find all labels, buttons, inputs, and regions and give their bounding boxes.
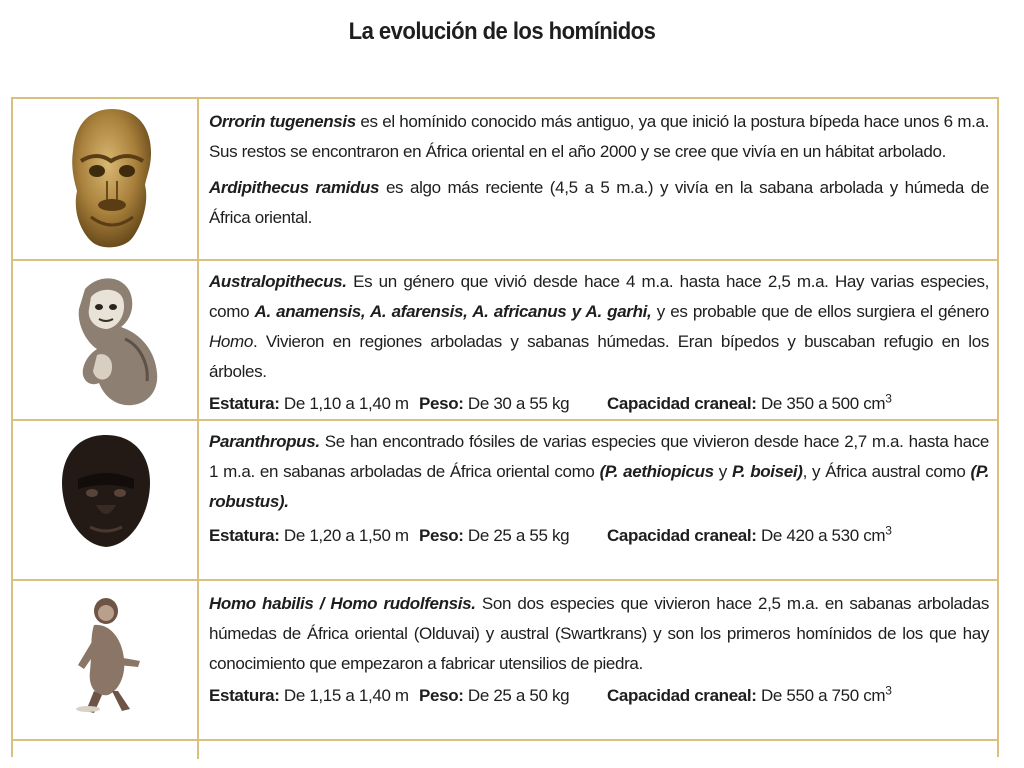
paranthropus-head-icon bbox=[58, 431, 154, 551]
text-cell bbox=[209, 427, 989, 551]
capacidad-label: Capacidad craneal: bbox=[607, 394, 757, 413]
description: y es probable que de ellos surgiera el género bbox=[651, 302, 989, 321]
capacidad-label: Capacidad craneal: bbox=[607, 526, 757, 545]
species-list: A. anamensis, A. afarensis, A. africanus y A. garhi, bbox=[254, 302, 652, 321]
image-cell bbox=[13, 741, 199, 759]
paragraph bbox=[209, 173, 989, 233]
estatura-label: Estatura: bbox=[209, 526, 280, 545]
description: Se han encontrado fósiles de varias especies que vivieron desde hace 2,7 m.a. hasta hace 1 m.a. en sabanas arboladas de África oriental como bbox=[209, 432, 989, 481]
description: Es un género que vivió desde hace 4 m.a. hasta hace 2,5 m.a. Hay varias especies, como bbox=[209, 272, 989, 321]
peso-label: Peso: bbox=[419, 686, 464, 705]
table-row-partial bbox=[13, 739, 997, 759]
paragraph bbox=[209, 267, 989, 387]
homo-habilis-icon bbox=[68, 595, 148, 715]
description: es algo más reciente (4,5 a 5 m.a.) y vivía en la sabana arbolada y húmeda de África oriental. bbox=[209, 178, 989, 227]
capacidad-value: De 550 a 750 cm bbox=[756, 686, 886, 705]
estatura-value: De 1,10 a 1,40 m bbox=[279, 394, 409, 413]
peso-value: De 25 a 55 kg bbox=[463, 526, 570, 545]
superscript: 3 bbox=[885, 391, 892, 406]
description: . Vivieron en regiones arboladas y sabanas húmedas. Eran bípedos y buscaban refugio en los árboles. bbox=[209, 332, 989, 381]
description: es el homínido conocido más antiguo, ya que inició la postura bípeda hace unos 6 m.a. Sus restos se encontraron en África oriental en el año 2000 y se cree que vivía en un hábitat arbolado. bbox=[209, 112, 989, 161]
table-row-orrorin bbox=[13, 99, 997, 259]
table-row-paranthropus bbox=[13, 419, 997, 579]
text-cell bbox=[209, 267, 989, 419]
species-name: Orrorin tugenensis bbox=[209, 112, 356, 131]
page-title: La evolución de los homínidos bbox=[348, 18, 656, 45]
peso-value: De 30 a 55 kg bbox=[463, 394, 570, 413]
conjunction: y bbox=[713, 462, 732, 481]
image-cell bbox=[13, 261, 199, 419]
text-cell bbox=[209, 589, 989, 711]
species-name: P. boisei) bbox=[732, 462, 803, 481]
peso-label: Peso: bbox=[419, 526, 464, 545]
capacidad-value: De 420 a 530 cm bbox=[756, 526, 886, 545]
genus-name: Paranthropus. bbox=[209, 432, 320, 451]
description: , y África austral como bbox=[802, 462, 971, 481]
image-cell bbox=[13, 581, 199, 739]
peso-label: Peso: bbox=[419, 394, 464, 413]
capacidad-value: De 350 a 500 cm bbox=[756, 394, 886, 413]
stats-line bbox=[209, 521, 989, 551]
species-name: Ardipithecus ramidus bbox=[209, 178, 380, 197]
genus-name: Australopithecus. bbox=[209, 272, 347, 291]
stats-line bbox=[209, 681, 989, 711]
peso-value: De 25 a 50 kg bbox=[463, 686, 570, 705]
capacidad-label: Capacidad craneal: bbox=[607, 686, 757, 705]
text-cell bbox=[209, 107, 989, 233]
genus-homo: Homo bbox=[209, 332, 253, 351]
paragraph bbox=[209, 427, 989, 517]
stats-line bbox=[209, 389, 989, 419]
estatura-label: Estatura: bbox=[209, 394, 280, 413]
paragraph bbox=[209, 107, 989, 167]
superscript: 3 bbox=[885, 523, 892, 538]
image-cell bbox=[13, 99, 199, 259]
australopithecus-icon bbox=[55, 269, 165, 409]
paragraph bbox=[209, 589, 989, 679]
estatura-value: De 1,20 a 1,50 m bbox=[279, 526, 409, 545]
hominid-table bbox=[11, 97, 999, 757]
species-name: (P. aethiopicus bbox=[599, 462, 714, 481]
estatura-label: Estatura: bbox=[209, 686, 280, 705]
species-name: (P. robustus). bbox=[209, 462, 989, 511]
orrorin-skull-icon bbox=[67, 105, 157, 255]
description: Son dos especies que vivieron hace 2,5 m.a. en sabanas arboladas húmedas de África oriental (Olduvai) y austral (Swartkrans) y son los primeros homínidos de los que hay conocimiento que empezaron a fabricar utensilios de piedra. bbox=[209, 594, 989, 673]
estatura-value: De 1,15 a 1,40 m bbox=[279, 686, 409, 705]
table-row-homo-habilis bbox=[13, 579, 997, 739]
table-row-australopithecus bbox=[13, 259, 997, 419]
species-name: Homo habilis / Homo rudolfensis. bbox=[209, 594, 476, 613]
superscript: 3 bbox=[885, 683, 892, 698]
image-cell bbox=[13, 421, 199, 579]
